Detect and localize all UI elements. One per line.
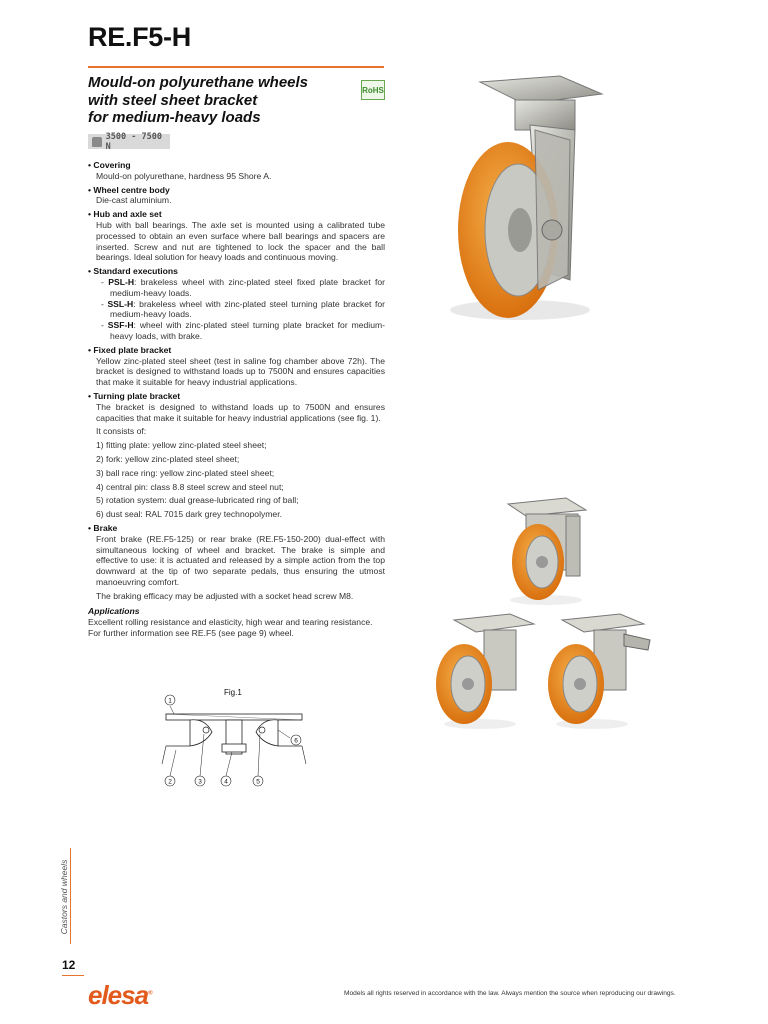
rohs-badge: RoHS [361, 80, 385, 100]
fixed-castor-photo [496, 496, 596, 608]
sidebar-rule [70, 848, 71, 944]
section-hub [88, 209, 385, 263]
section-text: Mould-on polyurethane, hardness 95 Shore A. [96, 170, 272, 181]
applications-heading: Applications [88, 606, 140, 617]
figure-title: Fig.1 [224, 688, 242, 697]
list-item: - SSL-H: brakeless wheel with zinc-plated steel turning plate bracket for medium-heavy loads. [101, 298, 386, 320]
subtitle-line: Mould-on polyurethane wheels [88, 74, 309, 91]
part-item: 1) fitting plate: yellow zinc-plated steel sheet; [96, 440, 267, 451]
list-item: - SSF-H: wheel with zinc-plated steel turning plate bracket for medium-heavy loads, with brake. [101, 320, 386, 341]
swivel-castor-small-photo [430, 610, 540, 732]
section-fixed [88, 345, 385, 388]
section-brake [88, 523, 385, 602]
section-turning [88, 391, 385, 520]
section-heading: • Turning plate bracket [88, 391, 385, 402]
section-heading: • Covering [88, 160, 385, 171]
section-heading: • Fixed plate bracket [88, 345, 385, 356]
figure-1 [150, 684, 310, 788]
subtitle-line: for medium-heavy loads [88, 109, 261, 126]
logo-text: elesa [88, 980, 149, 1010]
section-text: Hub with ball bearings. The axle set is mounted using a calibrated tube processed to obtain an even surface where ball bearings and spacers are inserted. Screw and nut are tightened to lock the spacer and the ball bearings. Ideal solution for heavy loads and continuous moving. [96, 219, 385, 263]
section-applications [88, 606, 385, 638]
copyright-footer: Models all rights reserved in accordance with the law. Always mention the source when reproducing our drawings. [344, 990, 676, 997]
execution-text: : brakeless wheel with zinc-plated steel turning plate bracket for medium-heavy loads. [110, 298, 386, 320]
part-item: 3) ball race ring: yellow zinc-plated steel sheet; [96, 467, 275, 478]
swivel-castor-photo [420, 70, 620, 330]
list-item: - PSL-H: brakeless wheel with zinc-plated steel fixed plate bracket for medium-heavy loads. [101, 276, 386, 298]
load-range: 3500 - 7500 N [105, 131, 162, 152]
figure-label: 5 [256, 778, 260, 786]
section-text: Yellow zinc-plated steel sheet (test in saline fog chamber above 72h). The bracket is designed to withstand loads up to 7500N and ensures capacities that make it suitable for heavy industrial applications. [96, 355, 385, 388]
spec-text [88, 160, 385, 639]
part-item: 5) rotation system: dual grease-lubricated ring of ball; [96, 495, 299, 506]
title-rule [88, 66, 384, 68]
section-text: It consists of: [96, 426, 147, 437]
section-heading: • Wheel centre body [88, 185, 385, 196]
part-item: 6) dust seal: RAL 7015 dark grey technopolymer. [96, 509, 282, 520]
load-badge [88, 131, 170, 152]
figure-label: 3 [198, 778, 202, 786]
section-text: The bracket is designed to withstand loads up to 7500N and ensures capacities that make it suitable for heavy industrial applications (see fig. 1). [96, 401, 385, 423]
page-number-rule [62, 975, 84, 976]
section-heading: • Hub and axle set [88, 209, 385, 220]
elesa-logo: elesa® [88, 980, 152, 1010]
section-text: Die-cast aluminium. [96, 195, 172, 206]
subtitle-line: with steel sheet bracket [88, 91, 258, 109]
swivel-castor-brake-photo [540, 610, 655, 732]
section-text: The braking efficacy may be adjusted with a socket head screw M8. [96, 590, 354, 601]
section-text: Front brake (RE.F5-125) or rear brake (RE.F5-150-200) dual-effect with simultaneous locking of wheel and bracket. The brake is simple and effective to use: it is actuated and released by a simple action from the top downward at the tip of two separate pedals, thus ensuring the utmost manoeuvring comfort. [96, 533, 385, 587]
part-item: 4) central pin: class 8.8 steel screw and steel nut; [96, 481, 284, 492]
figure-label: 4 [224, 778, 228, 786]
execution-code: SSF-H [107, 320, 134, 331]
product-code: RE.F5-H [88, 22, 191, 52]
section-heading: • Standard executions [88, 266, 385, 277]
weight-icon [92, 137, 102, 147]
section-sidebar [56, 848, 68, 948]
figure-label: 1 [168, 697, 172, 705]
execution-code: SSL-H [107, 298, 134, 309]
section-covering [88, 160, 385, 182]
figure-label: 6 [294, 737, 298, 745]
applications-text: Excellent rolling resistance and elasticity, high wear and tearing resistance. For further information see RE.F5 (see page 9) wheel. [88, 617, 373, 639]
part-item: 2) fork: yellow zinc-plated steel sheet; [96, 453, 240, 464]
figure-label: 2 [168, 778, 172, 786]
execution-text: : wheel with zinc-plated steel turning plate bracket for medium-heavy loads, with brake. [110, 320, 386, 341]
execution-code: PSL-H [108, 276, 135, 287]
product-subtitle [88, 74, 348, 127]
sidebar-label: Castors and wheels [59, 859, 69, 935]
section-heading: • Brake [88, 523, 385, 534]
execution-text: : brakeless wheel with zinc-plated steel fixed plate bracket for medium-heavy loads. [110, 276, 386, 298]
bracket-cross-section-drawing [150, 684, 310, 788]
section-standard [88, 266, 385, 342]
section-wheel-centre [88, 185, 385, 207]
page-number: 12 [62, 958, 76, 972]
